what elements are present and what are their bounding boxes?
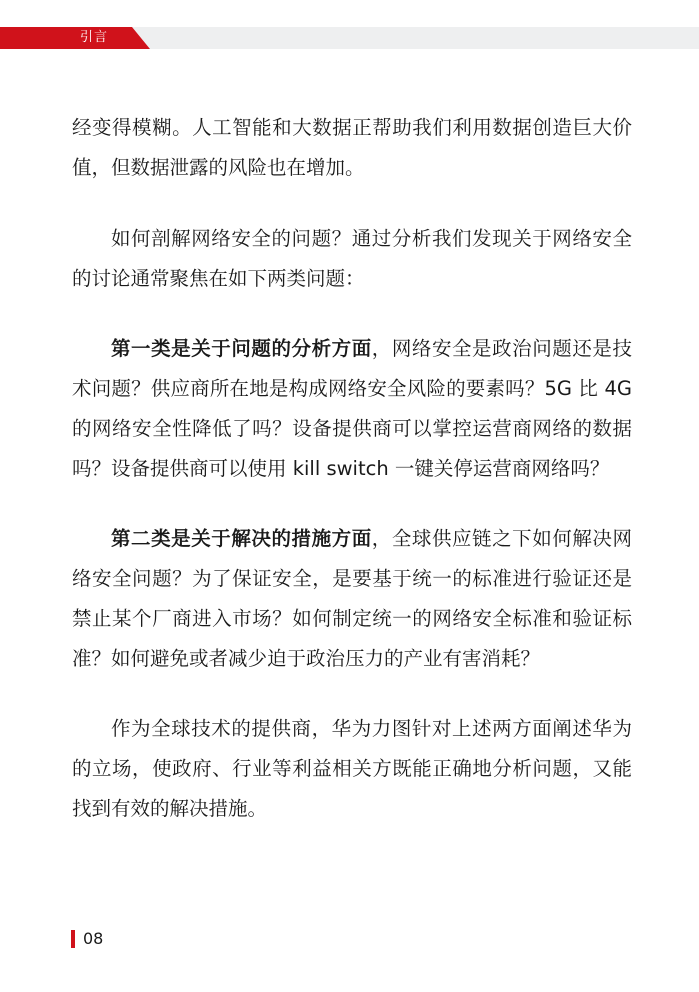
paragraph-text: 如何剖解网络安全的问题？通过分析我们发现关于网络安全的讨论通常聚焦在如下两类问题： (72, 227, 632, 290)
paragraph-text: ，网络安全是政治问题还是技术问题？供应商所在地是构成网络安全风险的要素吗？5G 比 4G 的网络安全性降低了吗？设备提供商可以掌控运营商网络的数据吗？设备提供商可以使用 kill switch 一键关停运营商网络吗？ (72, 337, 632, 480)
paragraph-measures (72, 519, 632, 679)
paragraph-lead: 第二类是关于解决的措施方面 (111, 527, 372, 550)
page-number: 08 (83, 929, 104, 948)
paragraph-analysis (72, 329, 632, 489)
paragraph-question (72, 219, 632, 299)
paragraph-lead: 第一类是关于问题的分析方面 (111, 337, 372, 360)
paragraph-text: ，全球供应链之下如何解决网络安全问题？为了保证安全，是要基于统一的标准进行验证还是禁止某个厂商进入市场？如何制定统一的网络安全标准和验证标准？如何避免或者减少迫于政治压力的产业有害消耗？ (72, 527, 632, 670)
body-text (72, 108, 632, 859)
paragraph-position (72, 709, 632, 829)
paragraph-continuation (72, 108, 632, 188)
page-number-marker (71, 930, 75, 948)
section-label: 引言 (80, 30, 109, 45)
section-tab (0, 27, 150, 49)
paragraph-text: 经变得模糊。人工智能和大数据正帮助我们利用数据创造巨大价值，但数据泄露的风险也在增加。 (72, 116, 632, 179)
paragraph-text: 作为全球技术的提供商，华为力图针对上述两方面阐述华为的立场，使政府、行业等利益相关方既能正确地分析问题，又能找到有效的解决措施。 (72, 717, 632, 820)
